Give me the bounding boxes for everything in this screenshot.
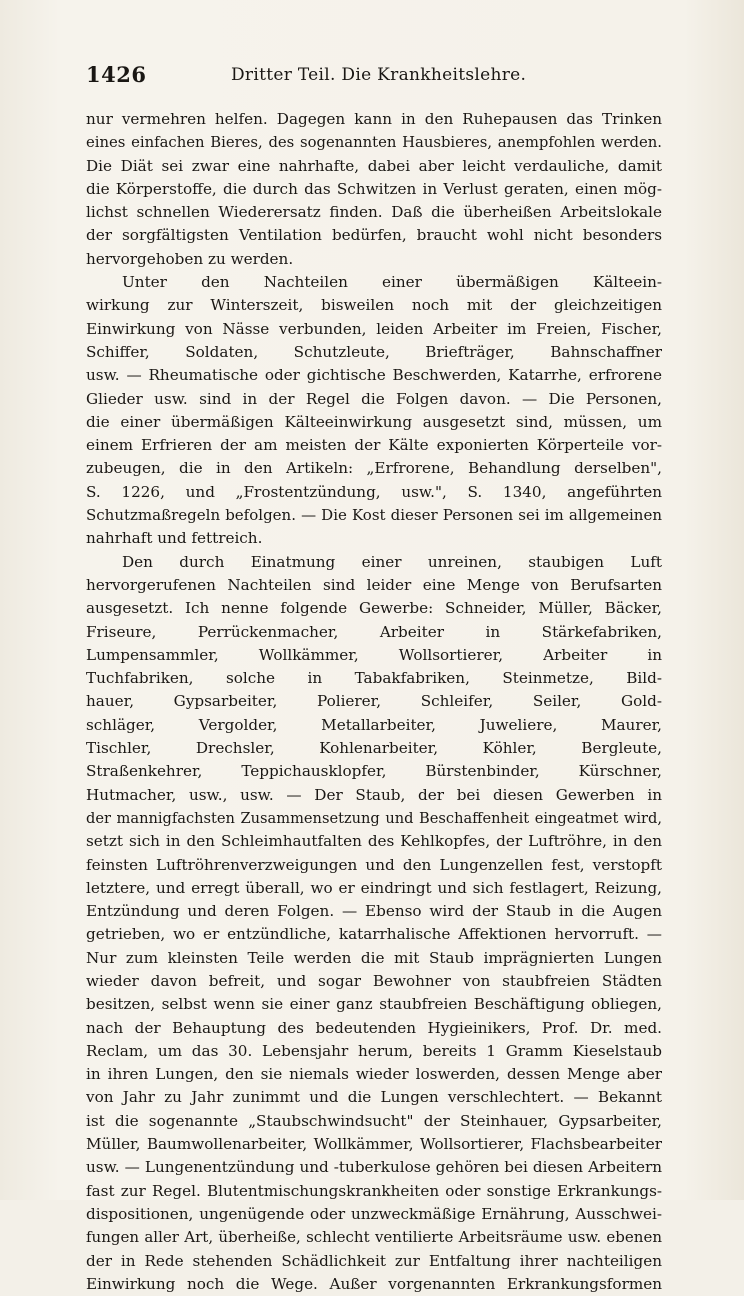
text-line: fast zur Regel. Blutentmischungskrankheiten oder sonstige Erkrankungs- <box>86 1181 662 1200</box>
text-line: Glieder usw. sind in der Regel die Folgen davon. — Die Personen, <box>86 389 662 408</box>
text-line: setzt sich in den Schleimhautfalten des Kehlkopfes, der Luftröhre, in den <box>86 832 662 851</box>
text-line: ausgesetzt. Ich nenne folgende Gewerbe: Schneider, Müller, Bäcker, <box>86 599 662 618</box>
text-line: Einwirkung noch die Wege. Außer vorgenannten Erkrankungsformen <box>86 1274 662 1293</box>
text-line: Einwirkung von Nässe verbunden, leiden Arbeiter im Freien, Fischer, <box>86 319 662 338</box>
text-line: Müller, Baumwollenarbeiter, Wollkämmer, Wollsortierer, Flachsbearbeiter <box>86 1135 662 1154</box>
text-line: Schutzmaßregeln befolgen. — Die Kost dieser Personen sei im allgemeinen <box>86 506 662 525</box>
text-line: Den durch Einatmung einer unreinen, staubigen Luft <box>122 552 662 571</box>
text-line: usw. — Rheumatische oder gichtische Beschwerden, Katarrhe, erfrorene <box>86 366 662 385</box>
paragraph-heat-work <box>86 108 662 271</box>
text-line: getrieben, wo er entzündliche, katarrhalische Affektionen hervorruft. — <box>86 925 662 944</box>
paragraph-dust-inhalation <box>86 551 662 1296</box>
text-line: S. 1226, und „Frostentzündung, usw.", S. 1340, angeführten <box>86 482 662 501</box>
text-line: wieder davon befreit, und sogar Bewohner von staubfreien Städten <box>86 971 662 990</box>
body-text <box>86 108 662 1296</box>
text-line: Friseure, Perrückenmacher, Arbeiter in Stärkefabriken, <box>86 622 662 641</box>
text-line: Tuchfabriken, solche in Tabakfabriken, Steinmetze, Bild- <box>86 669 662 688</box>
text-line: zubeugen, die in den Artikeln: „Erfrorene, Behandlung derselben", <box>86 459 662 478</box>
text-line: lichst schnellen Wiederersatz finden. Daß die überheißen Arbeitslokale <box>86 203 662 222</box>
text-line: der in Rede stehenden Schädlichkeit zur Entfaltung ihrer nachteiligen <box>86 1251 662 1270</box>
text-line: eines einfachen Bieres, des sogenannten Hausbieres, anempfohlen werden. <box>86 134 662 152</box>
text-line: besitzen, selbst wenn sie einer ganz staubfreien Beschäftigung obliegen, <box>86 995 662 1014</box>
text-line: Nur zum kleinsten Teile werden die mit Staub imprägnierten Lungen <box>86 948 662 967</box>
text-line: feinsten Luftröhrenverzweigungen und den Lungenzellen fest, verstopft <box>86 855 662 874</box>
text-line: die einer übermäßigen Kälteeinwirkung ausgesetzt sind, müssen, um <box>86 412 662 431</box>
text-line: schläger, Vergolder, Metallarbeiter, Juweliere, Maurer, <box>86 715 662 734</box>
text-line: Die Diät sei zwar eine nahrhafte, dabei aber leicht verdauliche, damit <box>86 156 662 175</box>
text-line: der sorgfältigsten Ventilation bedürfen, braucht wohl nicht besonders <box>86 226 662 245</box>
running-title: Dritter Teil. Die Krankheitslehre. <box>231 65 527 85</box>
text-line: Unter den Nachteilen einer übermäßigen Kälteein- <box>122 273 662 292</box>
text-line: hervorgehoben zu werden. <box>86 249 294 268</box>
text-line: letztere, und erregt überall, wo er eindringt und sich festlagert, Reizung, <box>86 878 662 897</box>
paragraph-cold-exposure <box>86 271 662 551</box>
text-line: hauer, Gypsarbeiter, Polierer, Schleifer, Seiler, Gold- <box>86 692 662 711</box>
text-line: Lumpensammler, Wollkämmer, Wollsortierer, Arbeiter in <box>86 645 662 664</box>
text-line: Tischler, Drechsler, Kohlenarbeiter, Köhler, Bergleute, <box>86 739 662 758</box>
text-line: hervorgerufenen Nachteilen sind leider eine Menge von Berufsarten <box>86 575 662 594</box>
text-line: nach der Behauptung des bedeutenden Hygieinikers, Prof. Dr. med. <box>86 1018 662 1037</box>
page-number: 1426 <box>86 62 147 87</box>
text-line: in ihren Lungen, den sie niemals wieder loswerden, dessen Menge aber <box>86 1065 662 1084</box>
text-line: nur vermehren helfen. Dagegen kann in den Ruhepausen das Trinken <box>86 110 662 128</box>
text-line: wirkung zur Winterszeit, bisweilen noch mit der gleichzeitigen <box>86 296 662 315</box>
text-line: Straßenkehrer, Teppichausklopfer, Bürstenbinder, Kürschner, <box>86 762 662 781</box>
text-line: die Körperstoffe, die durch das Schwitzen in Verlust geraten, einen mög- <box>86 179 662 198</box>
text-line: Schiffer, Soldaten, Schutzleute, Briefträger, Bahnschaffner <box>86 342 662 361</box>
text-line: nahrhaft und fettreich. <box>86 529 263 548</box>
text-line: der mannigfachsten Zusammensetzung und Beschaffenheit eingeatmet wird, <box>86 809 662 827</box>
text-line: Reclam, um das 30. Lebensjahr herum, bereits 1 Gramm Kieselstaub <box>86 1041 662 1060</box>
text-line: von Jahr zu Jahr zunimmt und die Lungen verschlechtert. — Bekannt <box>86 1088 662 1107</box>
text-line: usw. — Lungenentzündung und -tuberkulose gehören bei diesen Arbeitern <box>86 1158 662 1177</box>
page-header <box>86 62 658 92</box>
text-line: Hutmacher, usw., usw. — Der Staub, der bei diesen Gewerben in <box>86 785 662 804</box>
text-line: ist die sogenannte „Staubschwindsucht" der Steinhauer, Gypsarbeiter, <box>86 1111 662 1130</box>
text-line: fungen aller Art, überheiße, schlecht ventilierte Arbeitsräume usw. ebenen <box>86 1228 662 1247</box>
text-line: dispositionen, ungenügende oder unzweckmäßige Ernährung, Ausschwei- <box>86 1204 662 1223</box>
text-line: einem Erfrieren der am meisten der Kälte exponierten Körperteile vor- <box>86 436 662 455</box>
text-line: Entzündung und deren Folgen. — Ebenso wird der Staub in die Augen <box>86 902 662 921</box>
